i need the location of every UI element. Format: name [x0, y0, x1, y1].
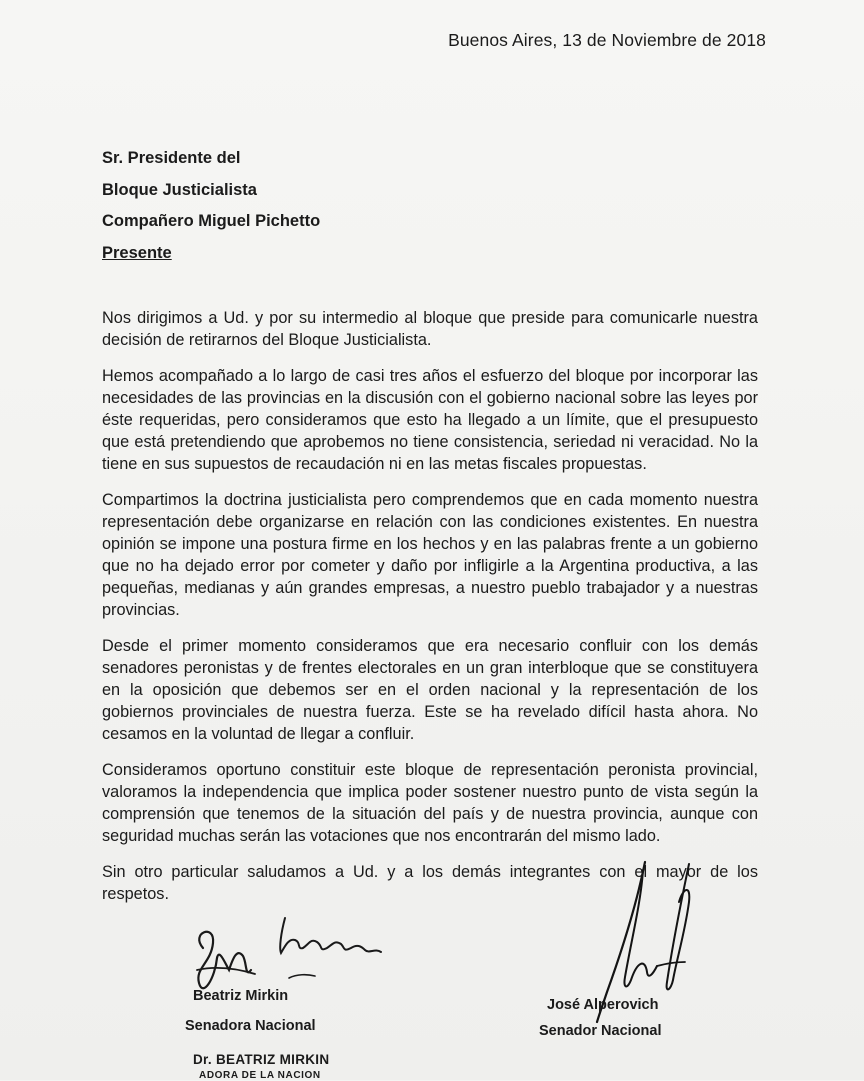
recipient-line-1: Sr. Presidente del	[102, 149, 241, 167]
recipient-line-3: Compañero Miguel Pichetto	[102, 212, 321, 230]
closing-paragraph: Sin otro particular saludamos a Ud. y a los demás integrantes con el mayor de los respetos.	[102, 863, 758, 903]
signatory-2-title: Senador Nacional	[539, 1023, 662, 1039]
paragraph-4: Desde el primer momento consideramos que era necesario confluir con los demás senadores peronistas y de frentes electorales en un gran interbloque que se constituyera en la oposición que debemos ser en el orden nacional y la representación de los gobiernos provinciales de nuestra fuerza. Este se ha revelado difícil hasta ahora. No cesamos en la voluntad de llegar a confluir.	[102, 637, 758, 743]
letter-date: Buenos Aires, 13 de Noviembre de 2018	[448, 30, 766, 50]
signature-alperovich	[585, 862, 715, 1042]
paragraph-2: Hemos acompañado a lo largo de casi tres años el esfuerzo del bloque por incorporar las necesidades de las provincias en la discusión con el gobierno nacional sobre las leyes por éste requeridas, pero consideramos que esto ha llegado a un límite, que el presupuesto que está pretendiendo que aprobemos no tiene consistencia, seriedad ni veracidad. No la tiene en sus supuestos de recaudación ni en las metas fiscales propuestas.	[102, 367, 758, 473]
signatory-2-name: José Alperovich	[547, 997, 659, 1013]
recipient-presente: Presente	[102, 243, 172, 262]
signatory-1-title: Senadora Nacional	[185, 1018, 316, 1034]
signatory-1-name: Beatriz Mirkin	[193, 988, 289, 1004]
paragraph-3: Compartimos la doctrina justicialista pero comprendemos que en cada momento nuestra representación debe organizarse en relación con las condiciones existentes. En nuestra opinión se impone una postura firme en los hechos y en las palabras frente a un gobierno que no ha dejado error por cometer y daño por infligirle a la Argentina productiva, a las pequeñas, medianas y aún grandes empresas, a nuestro pueblo trabajador y a nuestras provincias.	[102, 491, 758, 619]
recipient-block	[102, 143, 320, 269]
letter-body	[102, 307, 758, 919]
paragraph-1: Nos dirigimos a Ud. y por su intermedio al bloque que preside para comunicarle nuestra decisión de retirarnos del Bloque Justicialista.	[102, 309, 758, 349]
signatory-1-stamp-line-1: Dr. BEATRIZ MIRKIN	[193, 1052, 330, 1067]
recipient-line-2: Bloque Justicialista	[102, 180, 257, 199]
signatory-1-stamp-line-2: ADORA DE LA NACION	[199, 1070, 321, 1081]
paragraph-5: Consideramos oportuno constituir este bloque de representación peronista provincial, valoramos la independencia que implica poder sostener nuestro punto de vista según la comprensión que tenemos de la situación del país y de nuestra provincia, aunque con seguridad muchas serán las votaciones que nos encontrarán del mismo lado.	[102, 761, 758, 845]
